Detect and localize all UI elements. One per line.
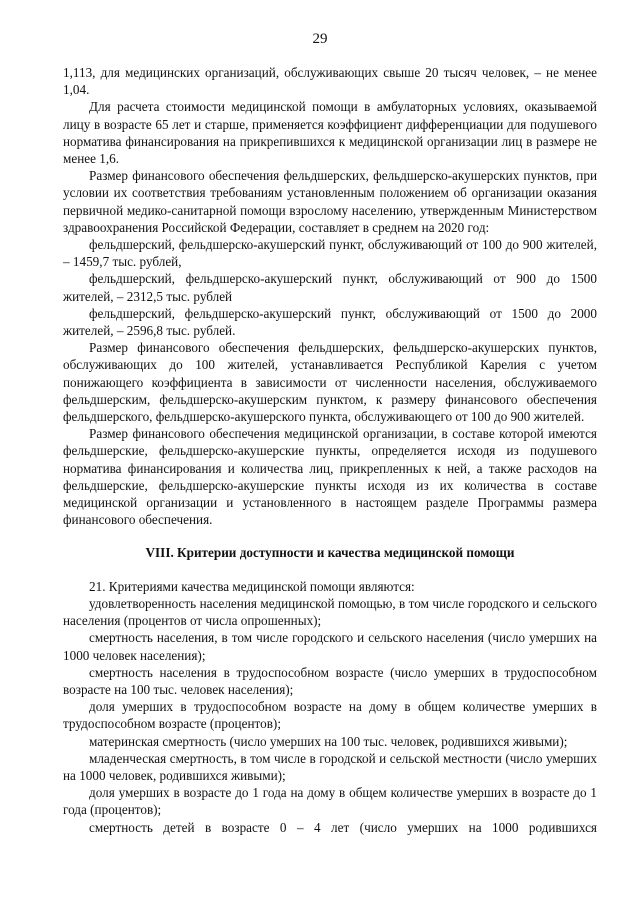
paragraph: фельдшерский, фельдшерско-акушерский пункт, обслуживающий от 100 до 900 жителей, – 1459,7 тыс. рублей,	[63, 237, 597, 270]
paragraph: 21. Критериями качества медицинской помощи являются:	[89, 578, 415, 594]
bottom-paragraphs	[63, 578, 597, 836]
paragraph: Размер финансового обеспечения медицинской организации, в составе которой имеются фельдшерские, фельдшерско-акушерские пункты, определяется исходя из подушевого норматива финансирования и количества лиц, прикрепленных к ней, а также расходов на фельдшерские, фельдшерско-акушерские пункты исходя из их количества в составе медицинской организации и установленного в настоящем разделе Программы размера финансового обеспечения.	[63, 426, 597, 528]
paragraph: Для расчета стоимости медицинской помощи в амбулаторных условиях, оказываемой лицу в возрасте 65 лет и старше, применяется коэффициент дифференциации для подушевого норматива финансирования на прикрепившихся к медицинской организации лиц в размере не менее 1,6.	[63, 99, 597, 167]
section-heading: VIII. Критерии доступности и качества медицинской помощи	[145, 545, 515, 561]
paragraph: Размер финансового обеспечения фельдшерских, фельдшерско-акушерских пунктов, обслуживающих до 100 жителей, устанавливается Республикой Карелия с учетом понижающего коэффициента в зависимости от численности населения, обслуживаемого фельдшерским, фельдшерско-акушерским пунктом, к размеру финансового обеспечения фельдшерского, фельдшерско-акушерского пункта, обслуживающего от 100 до 900 жителей.	[63, 340, 597, 425]
paragraph: удовлетворенность населения медицинской помощью, в том числе городского и сельского населения (процентов от числа опрошенных);	[63, 595, 597, 629]
paragraph: 1,113, для медицинских организаций, обслуживающих свыше 20 тысяч человек, – не менее 1,04.	[63, 65, 597, 98]
paragraph: доля умерших в трудоспособном возрасте на дому в общем количестве умерших в трудоспособном возрасте (процентов);	[63, 699, 597, 732]
paragraph: доля умерших в возрасте до 1 года на дому в общем количестве умерших в возрасте до 1 года (процентов);	[63, 785, 597, 818]
paragraph: младенческая смертность, в том числе в городской и сельской местности (число умерших на 1000 человек, родившихся живыми);	[63, 750, 597, 783]
page-content	[63, 64, 597, 836]
paragraph: смертность населения, в том числе городского и сельского населения (число умерших на 1000 человек населения);	[63, 630, 597, 663]
paragraph: материнская смертность (число умерших на 100 тыс. человек, родившихся живыми);	[89, 733, 568, 749]
paragraph: Размер финансового обеспечения фельдшерских, фельдшерско-акушерских пунктов, при условии их соответствия требованиям установленным положением об организации оказания первичной медико-санитарной помощи взрослому населению, утвержденным Министерством здравоохранения Российской Федерации, составляет в среднем на 2020 год:	[63, 168, 597, 235]
paragraph: фельдшерский, фельдшерско-акушерский пункт, обслуживающий от 900 до 1500 жителей, – 2312,5 тыс. рублей	[63, 271, 597, 304]
paragraph: смертность детей в возрасте 0 – 4 лет (число умерших на 1000 родившихся	[89, 819, 597, 835]
paragraph: фельдшерский, фельдшерско-акушерский пункт, обслуживающий от 1500 до 2000 жителей, – 2596,8 тыс. рублей.	[63, 305, 597, 339]
top-paragraphs	[63, 64, 597, 528]
page-number: 29	[312, 31, 328, 47]
paragraph: смертность населения в трудоспособном возрасте (число умерших в трудоспособном возрасте на 100 тыс. человек населения);	[63, 664, 597, 697]
